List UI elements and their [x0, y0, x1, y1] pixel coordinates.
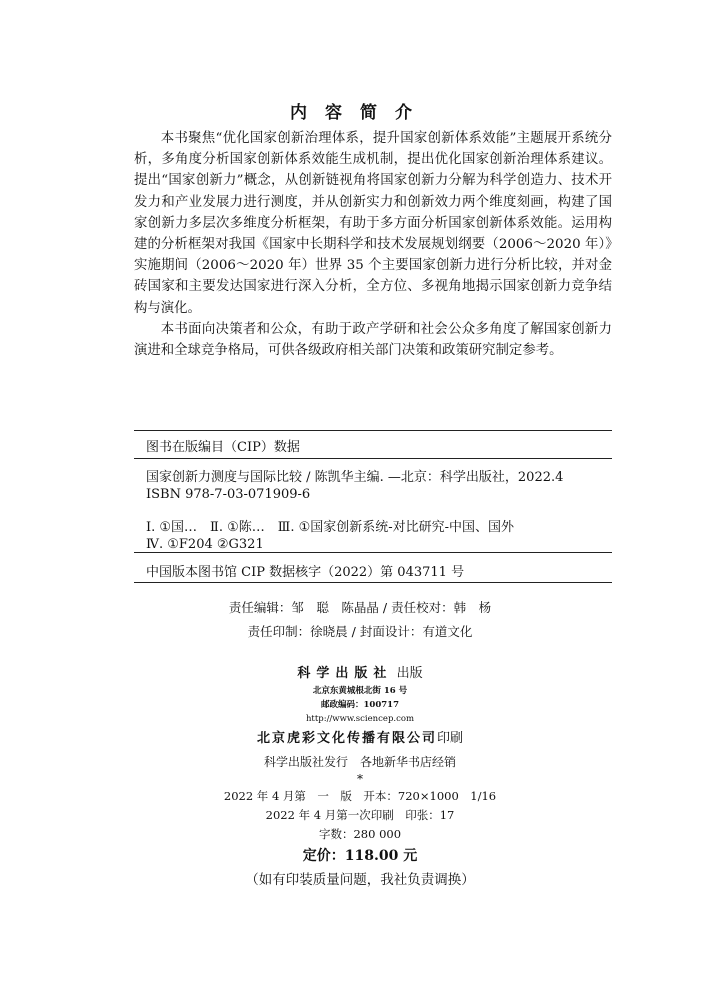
credits — [0, 596, 720, 644]
printer-name: 北京虎彩文化传播有限公司 — [256, 731, 437, 746]
cip-inner-rule — [134, 552, 612, 553]
credits-editors: 责任编辑：邹 聪 陈晶晶 / 责任校对：韩 杨 — [228, 600, 492, 615]
cip-heading: 图书在版编目（CIP）数据 — [146, 440, 300, 455]
cip-heading-rule — [134, 458, 612, 459]
intro-body — [134, 128, 612, 361]
intro-paragraph: 本书聚焦“优化国家创新治理体系，提升国家创新体系效能”主题展开系统分析，多角度分析国家创新体系效能生成机制，提出优化国家创新治理体系建议。提出“国家创新力”概念，从创新链视角将国家创新力分解为科学创造力、技术开发力和产业发展力进行测度，并从创新实力和创新效力两个维度刻画，构建了国家创新力多层次多维度分析框架，有助于多方面分析国家创新体系效能。运用构建的分析框架对我国《国家中长期科学和技术发展规划纲要（2006～2020 年）》实施期间（2006～2020 年）世界 35 个主要国家创新力进行分析比较，并对金砖国家和主要发达国家进行深入分析，全方位、多视角地揭示国家创新力竞争结构与演化。 — [134, 131, 612, 316]
publisher-name: 科学出版社 — [297, 666, 393, 681]
intro-paragraph: 本书面向决策者和公众，有助于政产学研和社会公众多角度了解国家创新力演进和全球竞争格局，可供各级政府相关部门决策和政策研究制定参考。 — [134, 321, 612, 359]
word-count: 字数：280 000 — [318, 827, 402, 841]
cip-bottom-rule — [134, 582, 612, 583]
cip-classification: Ⅰ. ①国… Ⅱ. ①陈… Ⅲ. ①国家创新系统-对比研究-中国、国外 — [146, 520, 515, 535]
price: 定价：118.00 元 — [302, 848, 418, 864]
publisher-address: 北京东黄城根北街 16 号 — [312, 686, 408, 696]
publisher-url: http://www.sciencep.com — [305, 714, 415, 724]
cip-verification: 中国版本图书馆 CIP 数据核字（2022）第 043711 号 — [146, 565, 465, 580]
separator-star: * — [357, 772, 363, 786]
printer-action: 印刷 — [437, 731, 464, 746]
cip-top-rule — [134, 430, 612, 431]
cip-classification: Ⅳ. ①F204 ②G321 — [146, 537, 264, 552]
printer-line — [0, 727, 720, 751]
credits-print-design: 责任印制：徐晓晨 / 封面设计：有道文化 — [247, 624, 473, 639]
printing-info: 2022 年 4 月第一次印刷 印张：17 — [265, 808, 455, 822]
publisher-line — [0, 664, 720, 684]
cip-title-line: 国家创新力测度与国际比较 / 陈凯华主编. —北京：科学出版社，2022.4 — [146, 470, 564, 485]
cip-isbn: ISBN 978-7-03-071909-6 — [146, 487, 311, 502]
quality-notice: （如有印装质量问题，我社负责调换） — [245, 872, 475, 888]
publisher-postcode: 邮政编码：100717 — [321, 700, 399, 710]
edition-info: 2022 年 4 月第 一 版 开本：720×1000 1/16 — [223, 789, 497, 803]
publisher-block — [0, 664, 720, 892]
publisher-action: 出版 — [396, 666, 423, 681]
distribution: 科学出版社发行 各地新华书店经销 — [263, 755, 456, 769]
intro-title: 内容简介 — [290, 103, 430, 123]
